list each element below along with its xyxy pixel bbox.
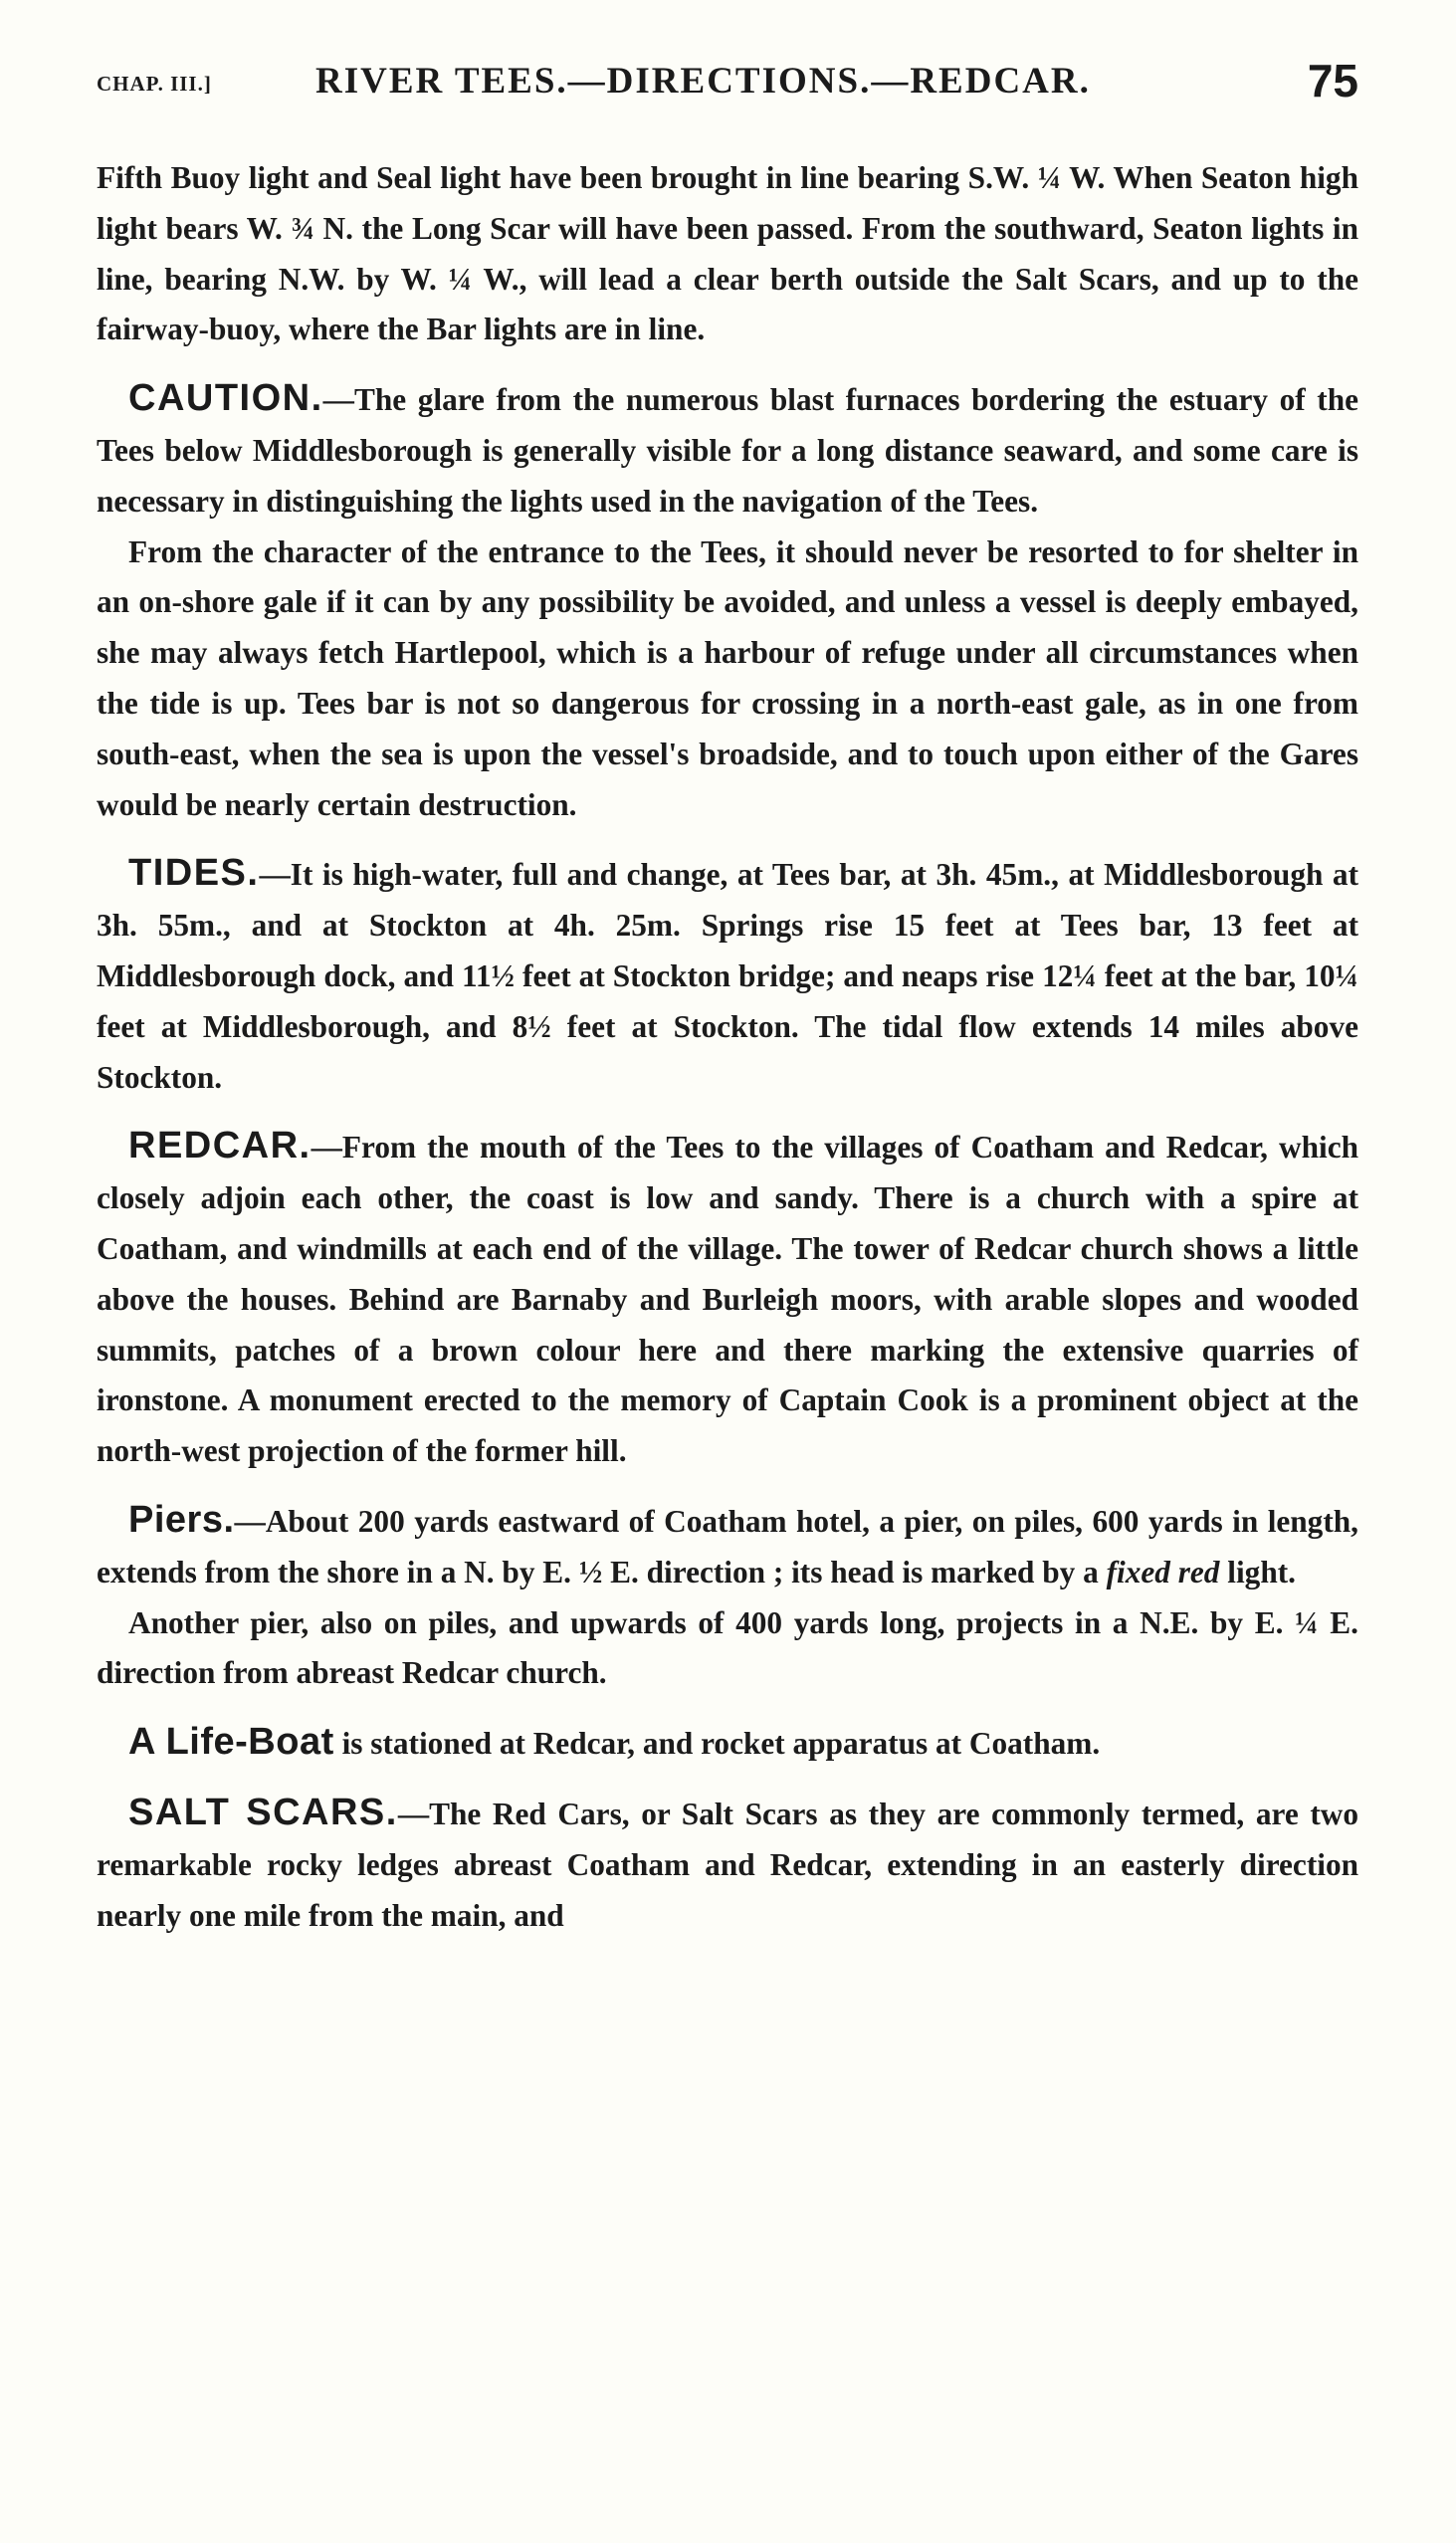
salt-scars-text: —The Red Cars, or Salt Scars as they are commonly termed, are two remarkable rocky ledges abreast Coatham and Redcar, extending in an easterly direction nearly one mile from the main, and [97,1796,1358,1933]
piers-text-a: —About 200 yards eastward of Coatham hotel, a pier, on piles, 600 yards in length, extends from the shore in a N. by E. ½ E. direction ; its head is marked by a [97,1503,1358,1589]
paragraph-shelter: From the character of the entrance to the Tees, it should never be resorted to for shelter in an on-shore gale if it can by any possibility be avoided, and unless a vessel is deeply embayed, she may always fetch Hartlepool, which is a harbour of refuge under all circumstances when the tide is up. Tees bar is not so dangerous for crossing in a north-east gale, as in one from south-east, when the sea is upon the vessel's broadside, and to touch upon either of the Gares would be nearly certain destruction. [97,533,1358,822]
piers-text-b: light. [1219,1554,1296,1589]
page-body [97,153,1358,1941]
paragraph-tides [97,848,1358,1103]
paragraph-lifeboat [97,1717,1358,1770]
lifeboat-heading: A Life-Boat [128,1721,334,1764]
paragraph-salt-scars [97,1788,1358,1941]
paragraph-another-pier: Another pier, also on piles, and upwards of 400 yards long, projects in a N.E. by E. ¼ E. direction from abreast Redcar church. [97,1604,1358,1691]
book-page [97,55,1358,1941]
redcar-text: —From the mouth of the Tees to the villages of Coatham and Redcar, which closely adjoin each other, the coast is low and sandy. There is a church with a spire at Coatham, and windmills at each end of the village. The tower of Redcar church shows a little above the houses. Behind are Barnaby and Burleigh moors, with arable slopes and wooded summits, patches of a brown colour here and there marking the extensive quarries of ironstone. A monument erected to the memory of Captain Cook is a prominent object at the north-west projection of the former hill. [97,1130,1358,1469]
chapter-label: CHAP. III.] [97,72,212,96]
paragraph-redcar [97,1121,1358,1477]
piers-fixed-red: fixed red [1106,1554,1220,1589]
tides-heading: TIDES. [128,852,260,895]
paragraph-piers [97,1495,1358,1598]
redcar-heading: REDCAR. [128,1125,312,1167]
salt-scars-heading: SALT SCARS. [128,1791,398,1833]
paragraph-bar-lights: Fifth Buoy light and Seal light have been brought in line bearing S.W. ¼ W. When Seaton high light bears W. ¾ N. the Long Scar will have been passed. From the southward, Seaton lights in line, bearing N.W. by W. ¼ W., will lead a clear berth outside the Salt Scars, and up to the fairway-buoy, where the Bar lights are in line. [97,160,1358,347]
paragraph-caution [97,373,1358,527]
page-number: 75 [1307,55,1358,106]
caution-heading: CAUTION. [128,377,323,420]
running-head [97,55,1358,115]
tides-text: —It is high-water, full and change, at Tees bar, at 3h. 45m., at Middlesborough at 3h. 55m., and at Stockton at 4h. 25m. Springs rise 15 feet at Tees bar, 13 feet at Middlesborough dock, and 11½ feet at Stockton bridge; and neaps rise 12¼ feet at the bar, 10¼ feet at Middlesborough, and 8½ feet at Stockton. The tidal flow extends 14 miles above Stockton. [97,857,1358,1095]
running-title: RIVER TEES.—DIRECTIONS.—REDCAR. [315,61,1091,102]
piers-heading: Piers. [128,1498,235,1541]
lifeboat-text: is stationed at Redcar, and rocket apparatus at Coatham. [333,1726,1101,1762]
caution-text: —The glare from the numerous blast furnaces bordering the estuary of the Tees below Middlesborough is generally visible for a long distance seaward, and some care is necessary in distinguishing the lights used in the navigation of the Tees. [97,382,1358,519]
